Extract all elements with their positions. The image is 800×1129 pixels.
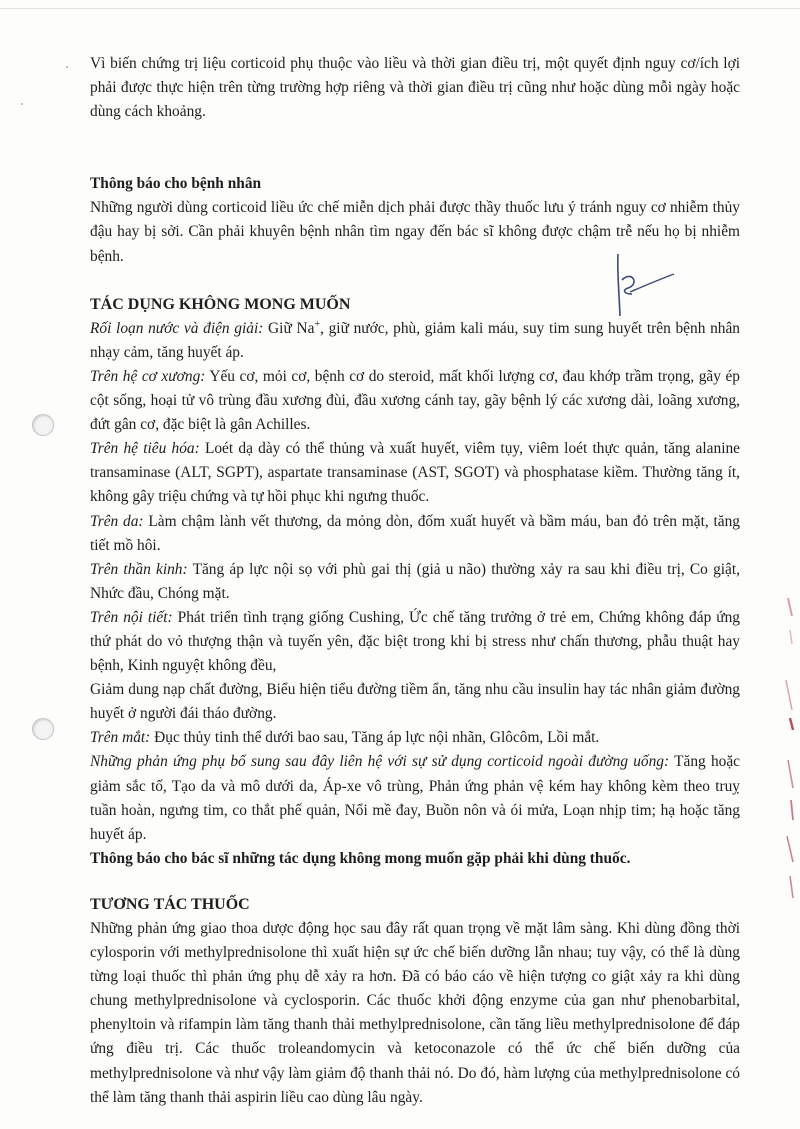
intro-paragraph: Vì biến chứng trị liệu corticoid phụ thuộc vào liều và thời gian điều trị, một quyết định nguy cơ/ích lợi phải được thực hiện trên từng trường hợp riêng và thời gian điều trị cũng như hoặc dùng mỗi ngày hoặc dùng cách khoảng.: [90, 55, 740, 121]
side-effect-metabolic: Giảm dung nạp chất đường, Biểu hiện tiểu đường tiềm ẩn, tăng nhu cầu insulin hay tác nhân giảm đường huyết ở người đái tháo đường.: [90, 681, 740, 723]
interactions-text: Những phản ứng giao thoa dược động học sau đây rất quan trọng về mặt lâm sàng. Khi dùng đồng thời cylosporin với methylprednisolone thì xuất hiện sự ức chế biến dưỡng lẫn nhau; tuy vậy, có thể là dùng từng loại thuốc thì phản ứng phụ dễ xảy ra hơn. Đã có báo cáo về hiện tượng co giật xảy ra khi dùng chung methylprednisolone và cyclosporin. Các thuốc khởi động enzyme của gan như phenobarbital, phenyltoin và rifampin làm tăng thanh thải methylprednisolone, cần tăng liều methylprednisolone để đáp ứng điều trị. Các thuốc troleandomycin và ketoconazole có thể ức chế biến dưỡng của methylprednisolone và như vậy làm giảm độ thanh thải nó. Do đó, hàm lượng của methylprednisolone có thể làm tăng thanh thải aspirin liều cao dùng lâu ngày.: [90, 920, 740, 1106]
punch-hole: [32, 414, 54, 436]
page-top-edge: [0, 8, 800, 9]
category-text: Tăng hoặc giảm sắc tố, Tạo da và mô dưới da, Áp-xe vô trùng, Phản ứng phản vệ kém hay không kèm theo truỵ tuần hoàn, ngưng tim, co thắt phế quản, Nổi mề đay, Buồn nôn và ói mửa, Loạn nhịp tim; hạ hoặc tăng huyết áp.: [90, 753, 741, 843]
category-text: Làm chậm lành vết thương, da mỏng dòn, đốm xuất huyết và bầm máu, ban đỏ trên mặt, tăng tiết mồ hôi.: [90, 512, 740, 554]
category-label: Trên mắt:: [90, 729, 151, 747]
side-effect-musculoskeletal: [90, 365, 740, 437]
patient-notice-text: Những người dùng corticoid liều ức chế miễn dịch phải được thầy thuốc lưu ý tránh nguy cơ nhiễm thủy đậu hay bị sởi. Cần phải khuyên bệnh nhân tìm ngay đến bác sĩ không được chậm trễ nếu họ bị nhiễm bệnh.: [90, 199, 740, 265]
category-label: Trên hệ tiêu hóa:: [90, 440, 200, 458]
category-label: Trên nội tiết:: [90, 608, 173, 626]
category-text: Yếu cơ, mỏi cơ, bệnh cơ do steroid, mất khối lượng cơ, đau khớp trầm trọng, gãy ép cột sống, hoại tử vô trùng đầu xương đùi, đầu xương cánh tay, gãy bệnh lý các xương dài, loãng xương, đứt gân cơ, đặc biệt là gân Achilles.: [90, 367, 740, 434]
scan-speck: [21, 103, 23, 105]
category-text: , giữ nước, phù, giảm kali máu, suy tim sung huyết trên bệnh nhân nhạy cảm, tăng huyết áp.: [90, 319, 740, 361]
category-text: Giữ Na: [263, 319, 315, 337]
category-text: Phát triển tình trạng giống Cushing, Ức chế tăng trưởng ở trẻ em, Chứng không đáp ứng thứ phát do vỏ thượng thận và tuyến yên, đặc biệt trong khi bị stress như chấn thương, phẫu thuật hay bệnh, Kinh nguyệt không đều,: [90, 608, 740, 675]
category-text: Loét dạ dày có thể thủng và xuất huyết, viêm tụy, viêm loét thực quản, tăng alanine transaminase (ALT, SGPT), aspartate transaminase (AST, SGOT) và phosphatase kiềm. Thường tăng ít, không gây triệu chứng và tự hồi phục khi ngưng thuốc.: [90, 440, 740, 506]
side-effect-digestive: [90, 437, 740, 509]
side-effect-endocrine: [90, 606, 740, 678]
category-label: Rối loạn nước và điện giải:: [90, 319, 264, 337]
side-effects-advice: Thông báo cho bác sĩ những tác dụng không mong muốn gặp phải khi dùng thuốc.: [90, 849, 631, 867]
section-gap: [90, 124, 740, 172]
side-effect-non-oral: [90, 750, 740, 846]
category-label: Những phản ứng phụ bổ sung sau đây liên hệ với sự sử dụng corticoid ngoài đường uống:: [90, 753, 670, 771]
punch-hole: [32, 718, 54, 740]
category-text: Đục thủy tinh thể dưới bao sau, Tăng áp lực nội nhãn, Glôcôm, Lồi mắt.: [150, 729, 600, 747]
document-body: [90, 52, 740, 1110]
side-effect-skin: [90, 510, 740, 558]
category-label: Trên thần kinh:: [90, 560, 188, 578]
category-label: Trên hệ cơ xương:: [90, 367, 206, 385]
category-label: Trên da:: [90, 512, 144, 530]
section-gap: [90, 269, 740, 293]
category-text: Tăng áp lực nội sọ với phù gai thị (giả u não) thường xảy ra sau khi điều trị, Co giật, Nhức đầu, Chóng mặt.: [90, 560, 741, 602]
side-effect-neuro: [90, 558, 740, 606]
patient-notice-heading: Thông báo cho bệnh nhân: [90, 175, 262, 193]
side-effects-heading: TÁC DỤNG KHÔNG MONG MUỐN: [90, 295, 351, 313]
side-effect-electrolyte: [90, 317, 740, 365]
scan-speck: [66, 66, 68, 68]
edge-bleed-marks: [766, 590, 800, 910]
interactions-heading: TƯƠNG TÁC THUỐC: [90, 895, 250, 913]
superscript: +: [314, 318, 321, 330]
side-effect-eye: [90, 726, 740, 750]
section-gap: [90, 871, 740, 893]
